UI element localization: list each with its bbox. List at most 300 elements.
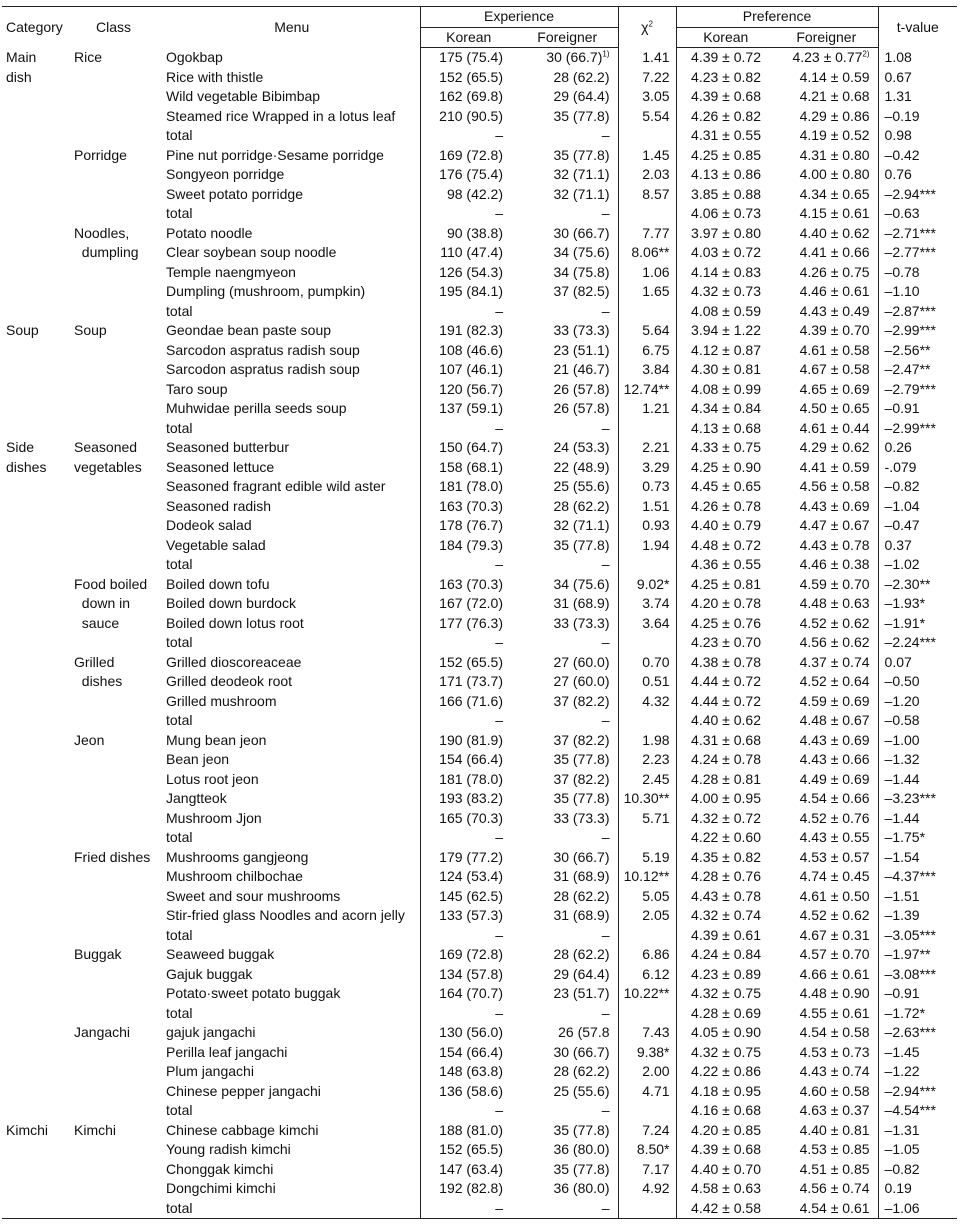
- experience-foreigner-cell-text: –: [601, 205, 610, 221]
- preference-korean-cell-text: 4.38 ± 0.78: [691, 653, 762, 670]
- menu-cell: [164, 1062, 420, 1082]
- experience-foreigner-cell-text: 33 (73.3): [553, 809, 610, 826]
- experience-korean-cell-text: 175 (75.4): [439, 49, 503, 65]
- experience-korean-cell-text: 210 (90.5): [439, 107, 503, 124]
- preference-foreigner-cell: [775, 867, 878, 887]
- chi-square-cell: [618, 282, 676, 302]
- preference-foreigner-cell-text: 4.63 ± 0.37: [799, 1102, 870, 1118]
- experience-foreigner-cell: [517, 87, 618, 107]
- experience-korean-cell: [420, 1179, 517, 1199]
- table-row: [2, 984, 957, 1004]
- experience-korean-cell: [420, 789, 517, 809]
- menu-cell-text: Sarcodon aspratus radish soup: [166, 361, 360, 377]
- chi-square-cell-text: 1.94: [642, 536, 670, 553]
- experience-korean-cell: [420, 945, 517, 965]
- category-cell: [2, 146, 74, 166]
- preference-foreigner-cell-text: 4.43 ± 0.74: [799, 1063, 870, 1079]
- experience-foreigner-cell-text: 31 (68.9): [553, 595, 610, 611]
- chi-square-cell: [618, 1062, 676, 1082]
- t-value-cell: [878, 887, 957, 907]
- t-value-cell-text: –3.05***: [884, 926, 936, 943]
- t-value-cell-text: –1.02: [884, 556, 920, 572]
- menu-cell: [164, 711, 420, 731]
- experience-foreigner-cell-text: 30 (66.7): [553, 1043, 610, 1060]
- class-cell-text: Noodles,: [74, 224, 130, 241]
- t-value-cell-text: –1.10: [884, 283, 920, 299]
- preference-foreigner-cell-text: 4.52 ± 0.62: [799, 907, 870, 923]
- category-cell: [2, 165, 74, 185]
- menu-cell: [164, 945, 420, 965]
- experience-korean-cell: [420, 536, 517, 556]
- t-value-cell-text: –0.78: [884, 263, 920, 280]
- t-value-cell: [878, 1043, 957, 1063]
- preference-foreigner-cell-text: 4.56 ± 0.58: [799, 478, 870, 494]
- table-row: [2, 1160, 957, 1180]
- preference-korean-cell: [676, 263, 775, 283]
- t-value-cell: [878, 828, 957, 848]
- class-cell: [74, 653, 164, 673]
- header-preference-korean: Korean: [676, 27, 775, 48]
- experience-korean-cell: [420, 497, 517, 517]
- experience-foreigner-cell: [517, 321, 618, 341]
- class-cell: [74, 399, 164, 419]
- preference-korean-cell-text: 4.48 ± 0.72: [691, 536, 762, 553]
- menu-cell-text: Dongchimi kimchi: [166, 1180, 276, 1196]
- menu-cell: [164, 555, 420, 575]
- preference-korean-cell: [676, 1199, 775, 1219]
- preference-korean-cell: [676, 653, 775, 673]
- experience-korean-cell-text: –: [495, 712, 503, 728]
- class-cell: [74, 282, 164, 302]
- preference-foreigner-cell: [775, 107, 878, 127]
- menu-cell: [164, 594, 420, 614]
- chi-square-cell-text: 9.02*: [636, 575, 670, 592]
- menu-cell-text: Sarcodon aspratus radish soup: [166, 341, 360, 358]
- t-value-cell-text: –0.19: [884, 107, 920, 124]
- menu-cell-text: Plum jangachi: [166, 1063, 254, 1079]
- table-row: [2, 380, 957, 400]
- preference-korean-cell-text: 4.20 ± 0.78: [691, 595, 762, 611]
- experience-korean-cell: [420, 1004, 517, 1024]
- preference-korean-cell-text: 4.25 ± 0.85: [691, 146, 762, 163]
- chi-square-cell-text: 12.74**: [623, 380, 670, 397]
- table-row: [2, 828, 957, 848]
- category-cell: [2, 302, 74, 322]
- menu-cell: [164, 360, 420, 380]
- menu-cell: [164, 185, 420, 205]
- table-row: [2, 1062, 957, 1082]
- t-value-cell-text: –2.47**: [884, 361, 931, 377]
- t-value-cell: [878, 87, 957, 107]
- preference-foreigner-cell: [775, 633, 878, 653]
- preference-foreigner-cell: [775, 263, 878, 283]
- class-cell: [74, 243, 164, 263]
- preference-foreigner-cell: [775, 146, 878, 166]
- category-cell-text: Main: [6, 48, 37, 65]
- experience-foreigner-cell-text: 30 (66.7): [553, 848, 610, 865]
- experience-foreigner-cell-text: 30 (66.7): [546, 49, 603, 65]
- experience-foreigner-cell: [517, 380, 618, 400]
- experience-foreigner-cell-text: 21 (46.7): [553, 361, 610, 377]
- t-value-cell: [878, 48, 957, 68]
- class-cell: [74, 204, 164, 224]
- experience-korean-cell: [420, 341, 517, 361]
- category-cell: [2, 828, 74, 848]
- preference-foreigner-cell-text: 4.43 ± 0.55: [799, 829, 870, 845]
- menu-cell: [164, 458, 420, 478]
- menu-cell-text: Rice with thistle: [166, 68, 264, 85]
- menu-cell: [164, 926, 420, 946]
- menu-cell-text: Sweet potato porridge: [166, 185, 303, 202]
- class-cell-text: Jeon: [74, 731, 105, 748]
- menu-cell: [164, 87, 420, 107]
- class-cell: [74, 770, 164, 790]
- experience-foreigner-cell-text: 34 (75.8): [553, 263, 610, 280]
- chi-square-cell-text: 5.19: [642, 848, 670, 865]
- preference-korean-cell-text: 4.25 ± 0.90: [691, 458, 762, 475]
- chi-square-cell: [618, 1004, 676, 1024]
- experience-korean-cell-text: –: [495, 829, 503, 845]
- menu-cell-text: total: [166, 556, 193, 572]
- preference-korean-cell-text: 4.00 ± 0.95: [691, 790, 762, 806]
- class-cell-text: dumpling: [74, 244, 139, 260]
- t-value-cell-text: –1.45: [884, 1043, 920, 1060]
- class-cell: [74, 146, 164, 166]
- preference-korean-cell: [676, 984, 775, 1004]
- preference-korean-cell-text: 4.25 ± 0.81: [691, 575, 762, 592]
- menu-cell: [164, 750, 420, 770]
- menu-cell: [164, 438, 420, 458]
- menu-cell-text: Seasoned radish: [166, 497, 272, 514]
- preference-korean-cell-text: 4.18 ± 0.95: [691, 1082, 762, 1099]
- preference-foreigner-cell-text: 4.48 ± 0.90: [799, 985, 870, 1001]
- menu-cell-text: Seasoned fragrant edible wild aster: [166, 478, 386, 494]
- chi-square-cell-text: 3.29: [642, 458, 670, 475]
- class-cell: [74, 458, 164, 478]
- experience-foreigner-cell: [517, 126, 618, 146]
- chi-superscript: 2: [648, 18, 653, 28]
- category-cell: [2, 809, 74, 829]
- t-value-cell-text: –1.93*: [884, 595, 926, 611]
- t-value-cell-text: –1.39: [884, 907, 920, 923]
- preference-foreigner-cell: [775, 48, 878, 68]
- preference-foreigner-cell: [775, 185, 878, 205]
- chi-square-cell-text: 1.45: [642, 146, 670, 163]
- preference-korean-cell: [676, 536, 775, 556]
- preference-korean-cell: [676, 906, 775, 926]
- class-cell: [74, 711, 164, 731]
- preference-korean-cell: [676, 1023, 775, 1043]
- header-class: Class: [74, 7, 164, 48]
- menu-cell-text: total: [166, 419, 193, 436]
- food-experience-preference-table: [2, 6, 957, 1219]
- experience-korean-cell-text: 184 (79.3): [439, 536, 503, 553]
- preference-foreigner-cell-text: 4.15 ± 0.61: [799, 205, 870, 221]
- preference-foreigner-cell: [775, 711, 878, 731]
- chi-square-cell: [618, 1140, 676, 1160]
- chi-square-cell: [618, 555, 676, 575]
- preference-foreigner-cell: [775, 419, 878, 439]
- experience-korean-cell: [420, 575, 517, 595]
- experience-foreigner-cell: [517, 1140, 618, 1160]
- preference-korean-cell: [676, 1082, 775, 1102]
- preference-korean-cell: [676, 731, 775, 751]
- experience-foreigner-cell: [517, 731, 618, 751]
- experience-foreigner-cell-text: 35 (77.8): [553, 146, 610, 163]
- table-row: [2, 1140, 957, 1160]
- menu-cell-text: Boiled down lotus root: [166, 614, 304, 631]
- chi-square-cell-text: 1.51: [642, 497, 670, 514]
- category-cell: [2, 1199, 74, 1219]
- chi-square-cell-text: 3.64: [642, 614, 670, 631]
- chi-square-cell: [618, 302, 676, 322]
- preference-foreigner-cell-text: 4.59 ± 0.69: [799, 692, 870, 709]
- class-cell: [74, 497, 164, 517]
- preference-korean-cell: [676, 828, 775, 848]
- category-cell: [2, 1004, 74, 1024]
- menu-cell: [164, 614, 420, 634]
- chi-square-cell-text: 2.03: [642, 166, 670, 182]
- experience-korean-cell: [420, 380, 517, 400]
- preference-foreigner-cell-text: 4.66 ± 0.61: [799, 965, 870, 982]
- table-row: [2, 633, 957, 653]
- category-cell: [2, 1140, 74, 1160]
- table-row: [2, 1199, 957, 1219]
- preference-korean-cell: [676, 1121, 775, 1141]
- table-row: [2, 360, 957, 380]
- preference-foreigner-cell: [775, 399, 878, 419]
- experience-korean-cell-text: 133 (57.3): [439, 907, 503, 923]
- t-value-cell: [878, 497, 957, 517]
- experience-korean-cell-text: 181 (78.0): [439, 478, 503, 494]
- menu-cell: [164, 906, 420, 926]
- preference-foreigner-cell-text: 4.00 ± 0.80: [799, 166, 870, 182]
- experience-foreigner-cell-text: 28 (62.2): [553, 887, 610, 904]
- experience-foreigner-cell: [517, 1101, 618, 1121]
- chi-square-cell: [618, 906, 676, 926]
- menu-cell-text: Seasoned butterbur: [166, 439, 289, 455]
- chi-square-cell: [618, 107, 676, 127]
- preference-foreigner-cell-text: 4.54 ± 0.61: [799, 1199, 870, 1216]
- t-value-cell-text: –2.30**: [884, 575, 931, 592]
- table-row: [2, 1179, 957, 1199]
- t-value-cell-text: –1.22: [884, 1063, 920, 1079]
- table-row: [2, 185, 957, 205]
- preference-foreigner-cell-text: 4.48 ± 0.67: [799, 712, 870, 728]
- preference-foreigner-cell-text: 4.29 ± 0.86: [799, 107, 870, 124]
- t-value-cell-text: –1.04: [884, 497, 920, 514]
- t-value-cell-text: –0.50: [884, 673, 920, 689]
- preference-foreigner-cell-text: 4.52 ± 0.64: [799, 673, 870, 689]
- preference-korean-cell-text: 4.44 ± 0.72: [691, 692, 762, 709]
- t-value-cell: [878, 614, 957, 634]
- preference-foreigner-cell: [775, 809, 878, 829]
- menu-cell-text: total: [166, 302, 193, 319]
- preference-foreigner-cell: [775, 945, 878, 965]
- chi-square-cell: [618, 770, 676, 790]
- t-value-cell: [878, 321, 957, 341]
- t-value-cell-text: 0.19: [884, 1180, 912, 1196]
- menu-cell-text: Geondae bean paste soup: [166, 322, 332, 338]
- t-value-cell: [878, 536, 957, 556]
- chi-square-cell-text: 7.77: [642, 224, 670, 241]
- preference-korean-cell: [676, 555, 775, 575]
- experience-foreigner-cell-text: 28 (62.2): [553, 946, 610, 962]
- experience-korean-cell-text: 152 (65.5): [439, 68, 503, 85]
- experience-korean-cell-text: 167 (72.0): [439, 595, 503, 611]
- chi-square-cell: [618, 731, 676, 751]
- preference-korean-cell: [676, 887, 775, 907]
- preference-korean-cell-text: 4.22 ± 0.60: [691, 829, 762, 845]
- menu-cell-text: Gajuk buggak: [166, 965, 253, 982]
- chi-square-cell-text: 2.05: [642, 907, 670, 923]
- preference-foreigner-cell-text: 4.31 ± 0.80: [799, 146, 870, 163]
- chi-square-cell: [618, 87, 676, 107]
- category-cell: [2, 711, 74, 731]
- experience-korean-cell-text: 108 (46.6): [439, 341, 503, 358]
- experience-foreigner-cell: [517, 926, 618, 946]
- menu-cell-text: Seasoned lettuce: [166, 458, 275, 475]
- preference-korean-cell: [676, 1140, 775, 1160]
- class-cell: [74, 887, 164, 907]
- menu-cell-text: total: [166, 712, 193, 728]
- preference-korean-cell-text: 4.28 ± 0.76: [691, 868, 762, 884]
- experience-korean-cell: [420, 224, 517, 244]
- preference-foreigner-cell-text: 4.26 ± 0.75: [799, 263, 870, 280]
- chi-square-cell-text: 1.98: [642, 731, 670, 748]
- preference-foreigner-cell-text: 4.54 ± 0.66: [799, 790, 870, 806]
- menu-cell-text: Temple naengmyeon: [166, 263, 296, 280]
- preference-foreigner-cell-text: 4.74 ± 0.45: [799, 868, 870, 884]
- t-value-cell: [878, 633, 957, 653]
- experience-korean-cell: [420, 653, 517, 673]
- class-cell-text: Jangachi: [74, 1024, 131, 1040]
- experience-foreigner-cell-text: 28 (62.2): [553, 1063, 610, 1079]
- experience-korean-cell: [420, 750, 517, 770]
- t-value-cell-text: 0.37: [884, 536, 912, 553]
- menu-cell-text: total: [166, 634, 193, 650]
- t-value-cell-text: 0.76: [884, 166, 912, 182]
- menu-cell: [164, 1101, 420, 1121]
- t-value-cell: [878, 516, 957, 536]
- chi-square-cell: [618, 536, 676, 556]
- chi-square-cell: [618, 594, 676, 614]
- experience-foreigner-cell-text: 34 (75.6): [553, 244, 610, 260]
- experience-korean-cell-text: –: [495, 926, 503, 943]
- t-value-cell: [878, 906, 957, 926]
- menu-cell: [164, 653, 420, 673]
- menu-cell-text: Dumpling (mushroom, pumpkin): [166, 283, 366, 299]
- t-value-cell-text: –0.42: [884, 146, 920, 163]
- t-value-cell-text: –1.44: [884, 809, 920, 826]
- experience-foreigner-cell: [517, 341, 618, 361]
- t-value-cell-text: –0.82: [884, 1160, 920, 1177]
- experience-foreigner-cell: [517, 146, 618, 166]
- class-cell-text: Food boiled: [74, 575, 148, 592]
- footnote-marker: 2): [862, 49, 870, 59]
- preference-foreigner-cell-text: 4.57 ± 0.70: [799, 946, 870, 962]
- table-row: [2, 497, 957, 517]
- preference-foreigner-cell: [775, 497, 878, 517]
- class-cell: [74, 1121, 164, 1141]
- menu-cell: [164, 321, 420, 341]
- preference-korean-cell: [676, 302, 775, 322]
- t-value-cell: [878, 126, 957, 146]
- class-cell: [74, 555, 164, 575]
- category-cell: [2, 1043, 74, 1063]
- experience-korean-cell-text: 176 (75.4): [439, 166, 503, 182]
- experience-foreigner-cell: [517, 1160, 618, 1180]
- category-cell: [2, 633, 74, 653]
- category-cell: [2, 926, 74, 946]
- preference-korean-cell-text: 4.40 ± 0.79: [691, 517, 762, 533]
- preference-foreigner-cell-text: 4.43 ± 0.69: [799, 497, 870, 514]
- experience-foreigner-cell: [517, 1199, 618, 1219]
- table-row: [2, 1082, 957, 1102]
- experience-foreigner-cell: [517, 1004, 618, 1024]
- preference-korean-cell: [676, 750, 775, 770]
- preference-foreigner-cell: [775, 380, 878, 400]
- t-value-cell-text: –2.71***: [884, 224, 936, 241]
- category-cell: [2, 731, 74, 751]
- experience-korean-cell-text: –: [495, 556, 503, 572]
- category-cell: [2, 399, 74, 419]
- preference-foreigner-cell-text: 4.61 ± 0.50: [799, 887, 870, 904]
- menu-cell: [164, 341, 420, 361]
- chi-square-cell-text: 7.22: [642, 68, 670, 85]
- menu-cell: [164, 887, 420, 907]
- class-cell: [74, 828, 164, 848]
- experience-foreigner-cell-text: –: [601, 634, 610, 650]
- preference-korean-cell-text: 4.22 ± 0.86: [691, 1063, 762, 1079]
- table-row: [2, 809, 957, 829]
- menu-cell-text: Bean jeon: [166, 751, 230, 767]
- class-cell: [74, 360, 164, 380]
- category-cell-text: dish: [6, 68, 32, 85]
- class-cell: [74, 633, 164, 653]
- chi-square-cell-text: 2.23: [642, 751, 670, 767]
- category-cell: [2, 984, 74, 1004]
- t-value-cell-text: –0.58: [884, 712, 920, 728]
- class-cell: [74, 575, 164, 595]
- preference-korean-cell-text: 4.32 ± 0.75: [691, 1043, 762, 1060]
- preference-foreigner-cell: [775, 828, 878, 848]
- t-value-cell: [878, 1121, 957, 1141]
- category-cell: [2, 692, 74, 712]
- category-cell-text: Soup: [6, 322, 39, 338]
- preference-foreigner-cell-text: 4.67 ± 0.58: [799, 361, 870, 377]
- preference-korean-cell-text: 4.20 ± 0.85: [691, 1121, 762, 1138]
- class-cell: [74, 224, 164, 244]
- t-value-cell: [878, 575, 957, 595]
- t-value-cell: [878, 438, 957, 458]
- t-value-cell: [878, 458, 957, 478]
- experience-korean-cell-text: 163 (70.3): [439, 575, 503, 592]
- experience-foreigner-cell: [517, 185, 618, 205]
- experience-foreigner-cell: [517, 536, 618, 556]
- preference-foreigner-cell: [775, 68, 878, 88]
- class-cell-text: Seasoned: [74, 439, 138, 455]
- preference-korean-cell-text: 4.32 ± 0.75: [691, 985, 762, 1001]
- chi-square-cell: [618, 243, 676, 263]
- t-value-cell: [878, 399, 957, 419]
- experience-korean-cell-text: 145 (62.5): [439, 887, 503, 904]
- preference-korean-cell: [676, 1004, 775, 1024]
- preference-korean-cell: [676, 926, 775, 946]
- preference-korean-cell: [676, 1160, 775, 1180]
- class-cell: [74, 731, 164, 751]
- category-cell: [2, 575, 74, 595]
